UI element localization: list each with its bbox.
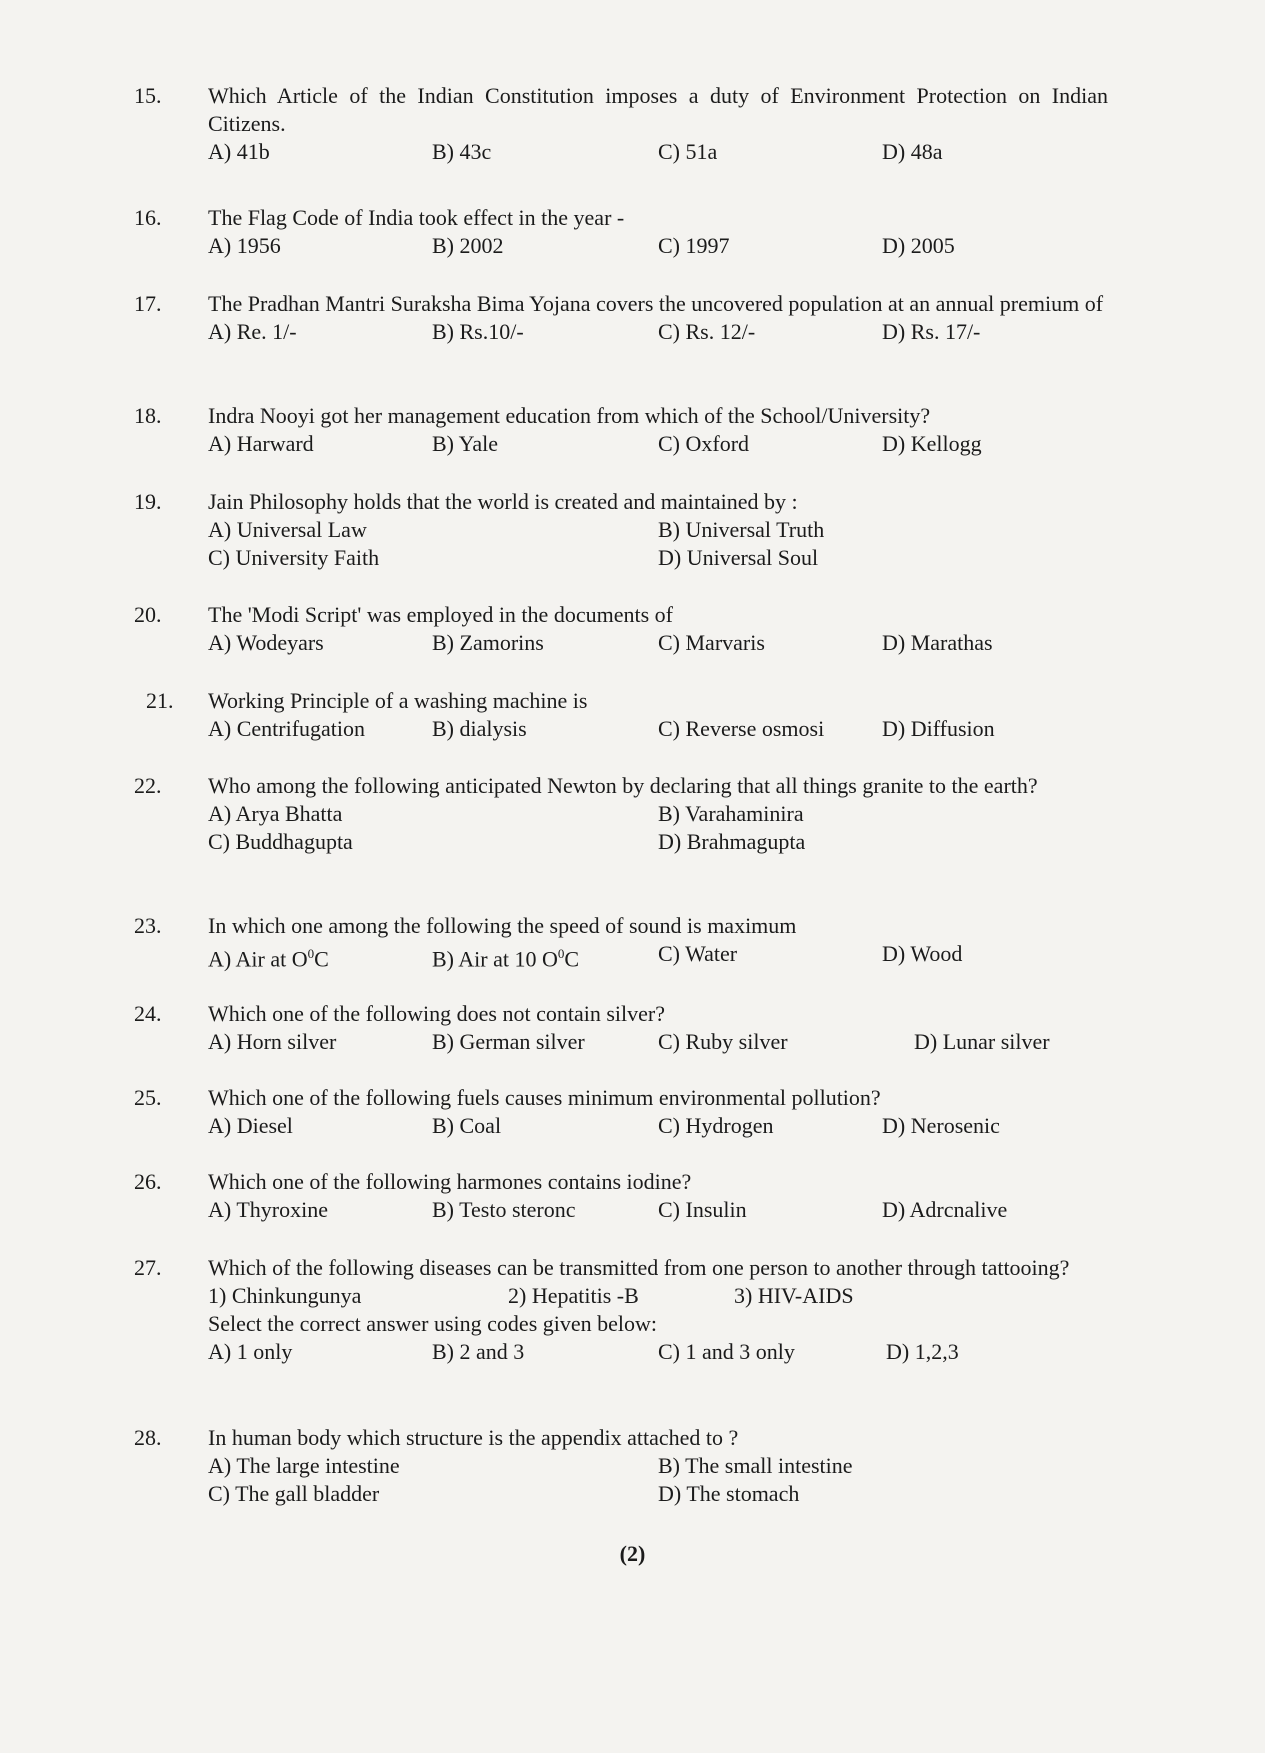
question-text: Indra Nooyi got her management education from which of the School/University?	[208, 403, 931, 428]
option-b: B) Yale	[432, 431, 499, 456]
option-a: A) Universal Law	[208, 517, 367, 542]
question-number: 18.	[134, 403, 162, 428]
option-d: D) Universal Soul	[658, 545, 819, 570]
option-b: B) The small intestine	[658, 1453, 853, 1478]
question-number: 27.	[134, 1255, 162, 1280]
statement-3: 3) HIV-AIDS	[734, 1283, 854, 1308]
question-number: 28.	[134, 1425, 162, 1450]
question-text: Working Principle of a washing machine is	[208, 688, 588, 713]
option-c: C) Oxford	[658, 431, 750, 456]
question-text: Jain Philosophy holds that the world is created and maintained by :	[208, 489, 798, 514]
question-number: 15.	[134, 83, 162, 108]
question-text: The Pradhan Mantri Suraksha Bima Yojana covers the uncovered population at an annual premium of	[208, 291, 1104, 316]
question-text: Which of the following diseases can be transmitted from one person to another through tattooing?	[208, 1255, 1070, 1280]
question-text: Who among the following anticipated Newton by declaring that all things granite to the earth?	[208, 773, 1038, 798]
question-number: 25.	[134, 1085, 162, 1110]
option-c: C) Rs. 12/-	[658, 319, 756, 344]
page-number: (2)	[619, 1541, 646, 1566]
question-text: Which one of the following fuels causes minimum environmental pollution?	[208, 1085, 881, 1110]
option-d: D) 1,2,3	[886, 1339, 959, 1364]
option-a: A) 41b	[208, 139, 270, 164]
option-a: A) The large intestine	[208, 1453, 400, 1478]
option-d: D) Kellogg	[882, 431, 982, 456]
option-c: C) The gall bladder	[208, 1481, 380, 1506]
question-text: The Flag Code of India took effect in the year -	[208, 205, 625, 230]
option-c: C) Water	[658, 941, 738, 966]
option-a: A) Wodeyars	[208, 630, 324, 655]
option-c: C) Hydrogen	[658, 1113, 774, 1138]
question-number: 19.	[134, 489, 162, 514]
question-number: 22.	[134, 773, 162, 798]
option-d: D) Wood	[882, 941, 963, 966]
option-d: D) Lunar silver	[914, 1029, 1050, 1054]
statement-1: 1) Chinkungunya	[208, 1283, 362, 1308]
option-b: B) German silver	[432, 1029, 585, 1054]
option-d: D) 48a	[882, 139, 943, 164]
option-c: C) 1997	[658, 233, 730, 258]
option-d: D) Diffusion	[882, 716, 995, 741]
option-a: A) Arya Bhatta	[208, 801, 343, 826]
option-a: A) 1 only	[208, 1339, 293, 1364]
option-b: B) Air at 10 $O^0C$	[432, 946, 580, 972]
option-c: C) Marvaris	[658, 630, 765, 655]
option-b: B) Testo steronc	[432, 1197, 576, 1222]
option-b: B) Universal Truth	[658, 517, 825, 542]
option-c: C) 51a	[658, 139, 718, 164]
option-a: A) Thyroxine	[208, 1197, 328, 1222]
option-c: C) Reverse osmosi	[658, 716, 825, 741]
option-c: C) 1 and 3 only	[658, 1339, 795, 1364]
question-text: In human body which structure is the appendix attached to ?	[208, 1425, 739, 1450]
question-number: 20.	[134, 602, 162, 627]
question-number: 21.	[146, 688, 174, 713]
option-b: B) dialysis	[432, 716, 527, 741]
instruction-text: Select the correct answer using codes given below:	[208, 1311, 658, 1336]
option-b: B) 43c	[432, 139, 492, 164]
question-text: The 'Modi Script' was employed in the documents of	[208, 602, 673, 627]
option-c: C) Buddhagupta	[208, 829, 353, 854]
option-b: B) Rs.10/-	[432, 319, 524, 344]
option-b: B) 2 and 3	[432, 1339, 525, 1364]
option-b: B) Coal	[432, 1113, 502, 1138]
option-a: A) Air at $O^0C$	[208, 946, 329, 972]
option-d: D) Nerosenic	[882, 1113, 1000, 1138]
option-c: C) Ruby silver	[658, 1029, 788, 1054]
option-b: B) Varahaminira	[658, 801, 804, 826]
question-number: 24.	[134, 1001, 162, 1026]
option-d: D) Rs. 17/-	[882, 319, 981, 344]
option-a: A) Horn silver	[208, 1029, 337, 1054]
option-a: A) Harward	[208, 431, 314, 456]
statement-2: 2) Hepatitis -B	[508, 1283, 639, 1308]
option-a: A) Diesel	[208, 1113, 293, 1138]
option-a: A) Centrifugation	[208, 716, 366, 741]
option-a: A) Re. 1/-	[208, 319, 297, 344]
option-d: D) Adrcnalive	[882, 1197, 1008, 1222]
question-number: 16.	[134, 205, 162, 230]
question-number: 26.	[134, 1169, 162, 1194]
question-number: 23.	[134, 913, 162, 938]
option-b: B) Zamorins	[432, 630, 544, 655]
option-a: A) 1956	[208, 233, 281, 258]
option-d: D) 2005	[882, 233, 955, 258]
option-d: D) Marathas	[882, 630, 993, 655]
option-c: C) Insulin	[658, 1197, 747, 1222]
option-d: D) The stomach	[658, 1481, 800, 1506]
question-text: Which Article of the Indian Constitution imposes a duty of Environment Protection on Indian Citizens.	[208, 83, 1108, 136]
question-text: Which one of the following harmones contains iodine?	[208, 1169, 692, 1194]
option-b: B) 2002	[432, 233, 504, 258]
question-text: In which one among the following the speed of sound is maximum	[208, 913, 797, 938]
question-number: 17.	[134, 291, 162, 316]
option-d: D) Brahmagupta	[658, 829, 806, 854]
question-text: Which one of the following does not contain silver?	[208, 1001, 665, 1026]
option-c: C) University Faith	[208, 545, 380, 570]
